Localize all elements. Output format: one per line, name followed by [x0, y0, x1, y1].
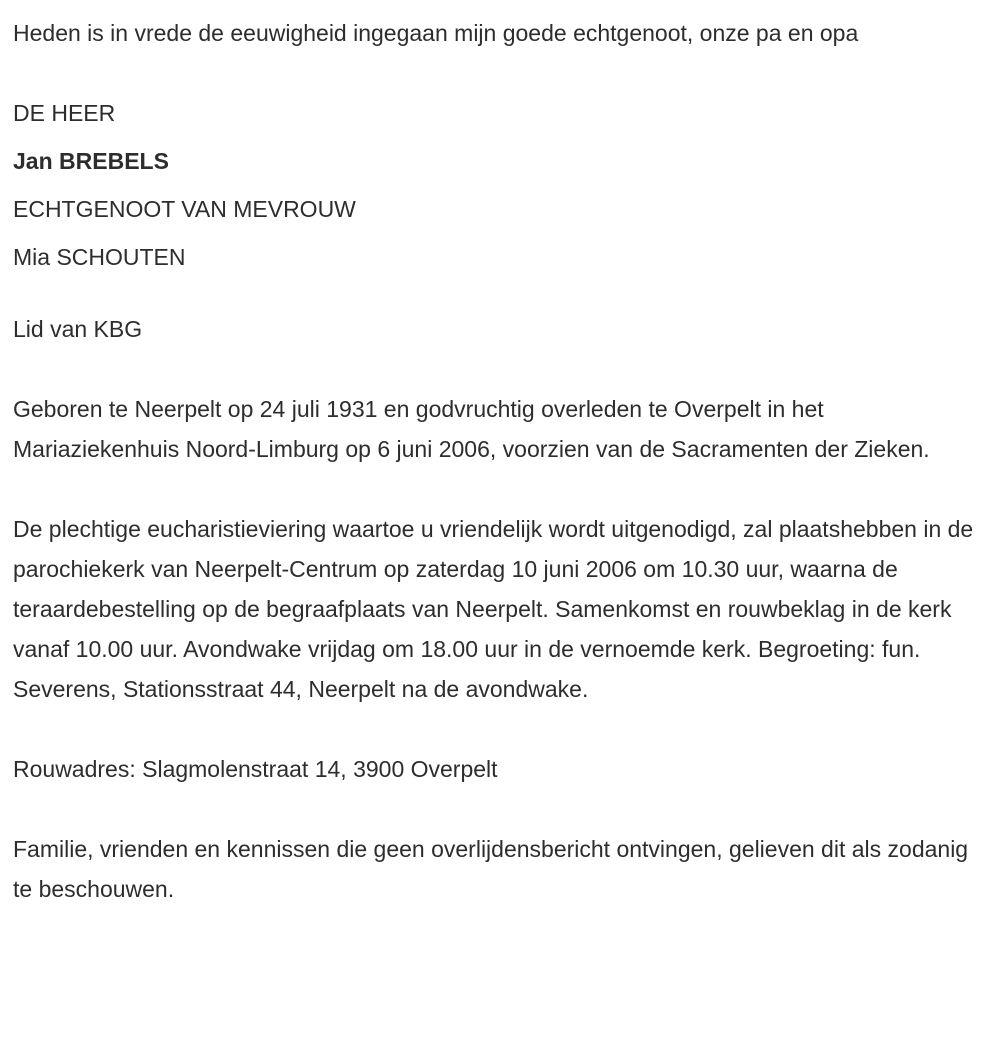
closing-paragraph: Familie, vrienden en kennissen die geen overlijdensbericht ontvingen, gelieven dit als zodanig te beschouwen.: [13, 836, 969, 902]
deceased-block: [13, 93, 986, 277]
membership-line: Lid van KBG: [13, 316, 143, 342]
mourning-address-line: Rouwadres: Slagmolenstraat 14, 3900 Overpelt: [13, 756, 498, 782]
deceased-name: Jan BREBELS: [13, 148, 169, 174]
service-paragraph: De plechtige eucharistieviering waartoe u vriendelijk wordt uitgenodigd, zal plaatshebben in de parochiekerk van Neerpelt-Centrum op zaterdag 10 juni 2006 om 10.30 uur, waarna de teraardebestelling op de begraafplaats van Neerpelt. Samenkomst en rouwbeklag in de kerk vanaf 10.00 uur. Avondwake vrijdag om 18.00 uur in de vernoemde kerk. Begroeting: fun. Severens, Stationsstraat 44, Neerpelt na de avondwake.: [13, 516, 974, 702]
spouse-name: Mia SCHOUTEN: [13, 244, 186, 270]
spouse-label: ECHTGENOOT VAN MEVROUW: [13, 196, 356, 222]
intro-paragraph: Heden is in vrede de eeuwigheid ingegaan mijn goede echtgenoot, onze pa en opa: [13, 20, 859, 46]
title-line: DE HEER: [13, 100, 116, 126]
birth-death-paragraph: Geboren te Neerpelt op 24 juli 1931 en godvruchtig overleden te Overpelt in het Mariaziekenhuis Noord-Limburg op 6 juni 2006, voorzien van de Sacramenten der Zieken.: [13, 396, 930, 462]
